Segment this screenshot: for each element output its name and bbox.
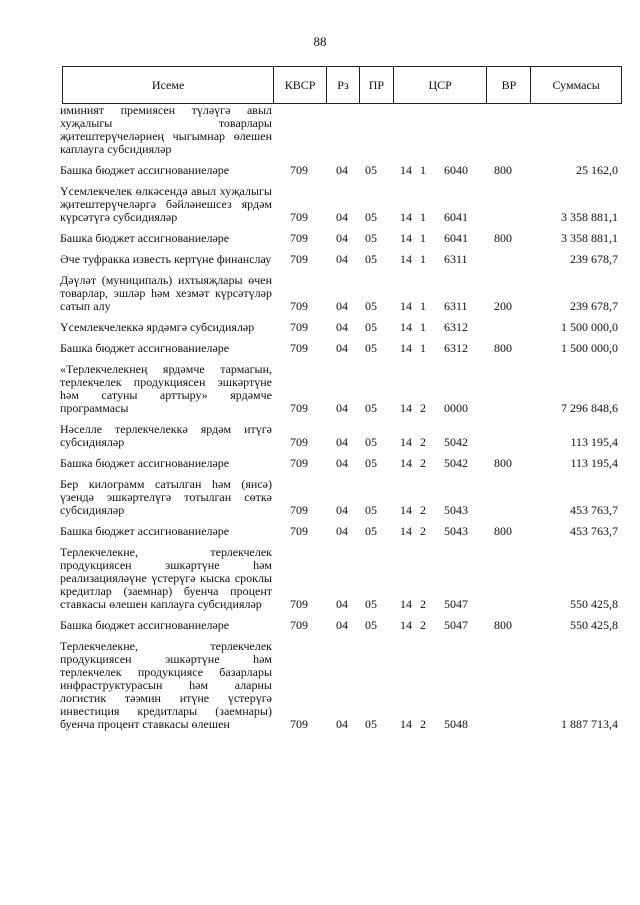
table-row (60, 640, 626, 731)
cell-csr2: 2 (420, 717, 426, 731)
cell-pr: 05 (365, 299, 377, 313)
cell-csr2: 1 (420, 231, 426, 245)
cell-rz: 04 (336, 231, 348, 245)
cell-csr2: 2 (420, 435, 426, 449)
cell-kvsr: 709 (290, 618, 308, 632)
cell-rz: 04 (336, 341, 348, 355)
cell-csr2: 1 (420, 341, 426, 355)
cell-kvsr: 709 (290, 299, 308, 313)
cell-pr: 05 (365, 163, 377, 177)
cell-rz: 04 (336, 210, 348, 224)
table-row (60, 104, 626, 156)
cell-pr: 05 (365, 320, 377, 334)
row-codes (60, 321, 626, 334)
table-row (60, 478, 626, 517)
cell-csr3: 0000 (444, 401, 468, 415)
cell-kvsr: 709 (290, 163, 308, 177)
header-kvsr: КВСР (274, 67, 327, 103)
cell-pr: 05 (365, 618, 377, 632)
row-name: Дәүләт (муниципаль) ихтыяҗлары өчен товарлар, эшләр һәм хезмәт күрсәтүләр сатып алу (60, 273, 272, 313)
cell-csr1: 14 (400, 597, 412, 611)
row-codes (60, 436, 626, 449)
cell-csr3: 6041 (444, 210, 468, 224)
cell-kvsr: 709 (290, 435, 308, 449)
row-codes (60, 253, 626, 266)
cell-csr1: 14 (400, 618, 412, 632)
row-name: Терлекчелекне, терлекчелек продукциясен эшкәртүне һәм терлекчелек продукциясе базарлары инфраструктурасын һәм аларны логистик тәэмин итүне үстерүгә инвестиция кредитлары (заемнары) буенча процент ставкасы өлешен (60, 639, 272, 731)
cell-rz: 04 (336, 163, 348, 177)
cell-sum: 3 358 881,1 (561, 210, 618, 224)
table-row (60, 363, 626, 415)
row-name: Әче туфракка известь кертүне финанслау (60, 252, 272, 266)
cell-csr3: 5047 (444, 597, 468, 611)
row-codes (60, 342, 626, 355)
row-name: Нәселле терлекчелеккә ярдәм итүгә субсидияләр (60, 422, 272, 449)
cell-csr3: 6311 (444, 252, 468, 266)
row-codes (60, 211, 626, 224)
cell-csr2: 2 (420, 597, 426, 611)
cell-rz: 04 (336, 435, 348, 449)
cell-csr1: 14 (400, 717, 412, 731)
cell-sum: 7 296 848,6 (561, 401, 618, 415)
cell-csr2: 1 (420, 163, 426, 177)
header-rz: Рз (327, 67, 360, 103)
cell-csr2: 2 (420, 618, 426, 632)
cell-sum: 453 763,7 (570, 503, 618, 517)
row-codes (60, 402, 626, 415)
cell-pr: 05 (365, 456, 377, 470)
table-row (60, 164, 626, 177)
cell-pr: 05 (365, 503, 377, 517)
cell-pr: 05 (365, 435, 377, 449)
row-name: Башка бюджет ассигнованиеләре (60, 456, 230, 470)
row-name: Бер килограмм сатылган һәм (яисә) үзендә эшкәртелүгә тотылган сөткә субсидияләр (60, 477, 272, 517)
table-row (60, 457, 626, 470)
cell-rz: 04 (336, 456, 348, 470)
cell-csr1: 14 (400, 163, 412, 177)
row-name: Башка бюджет ассигнованиеләре (60, 231, 230, 245)
cell-rz: 04 (336, 597, 348, 611)
row-codes (60, 457, 626, 470)
cell-kvsr: 709 (290, 524, 308, 538)
cell-csr1: 14 (400, 503, 412, 517)
cell-rz: 04 (336, 252, 348, 266)
table-row (60, 525, 626, 538)
cell-csr3: 6041 (444, 231, 468, 245)
row-codes (60, 164, 626, 177)
cell-csr2: 1 (420, 299, 426, 313)
page-number: 88 (313, 34, 327, 49)
cell-sum: 1 887 713,4 (561, 717, 618, 731)
cell-vr: 800 (494, 524, 512, 538)
cell-kvsr: 709 (290, 456, 308, 470)
cell-pr: 05 (365, 210, 377, 224)
cell-csr1: 14 (400, 231, 412, 245)
cell-csr3: 5043 (444, 503, 468, 517)
table-row (60, 274, 626, 313)
cell-csr2: 1 (420, 210, 426, 224)
row-name: Терлекчелекне, терлекчелек продукциясен эшкәртүне һәм реализацияләүне үстерүгә кыска сроклы кредитлар (заемнар) буенча процент ставкасы өлешен каплауга субсидияләр (60, 545, 272, 611)
cell-sum: 25 162,0 (576, 163, 618, 177)
cell-csr3: 5043 (444, 524, 468, 538)
row-codes (60, 718, 626, 731)
cell-sum: 113 195,4 (570, 435, 618, 449)
cell-pr: 05 (365, 717, 377, 731)
table-row (60, 321, 626, 334)
cell-sum: 239 678,7 (570, 252, 618, 266)
header-csr: ЦСР (394, 67, 488, 103)
cell-csr1: 14 (400, 435, 412, 449)
row-name: иминият премиясен түләүгә авыл хуҗалыгы товарлары җитештерүчеләрнең чыгымнар өлешен каплауга субсидияләр (60, 103, 272, 156)
cell-csr3: 6040 (444, 163, 468, 177)
row-name: Башка бюджет ассигнованиеләре (60, 618, 230, 632)
row-name: Үсемлекчелек өлкәсендә авыл хуҗалыгы җитештерүчеләргә бәйләнешсез ярдәм күрсәтүгә субсидияләр (60, 184, 272, 224)
cell-csr3: 6311 (444, 299, 468, 313)
cell-pr: 05 (365, 597, 377, 611)
cell-rz: 04 (336, 503, 348, 517)
table-row (60, 423, 626, 449)
row-name: Башка бюджет ассигнованиеләре (60, 341, 230, 355)
cell-kvsr: 709 (290, 503, 308, 517)
cell-csr1: 14 (400, 252, 412, 266)
cell-vr: 800 (494, 618, 512, 632)
row-codes (60, 504, 626, 517)
row-codes (60, 143, 626, 156)
cell-csr1: 14 (400, 456, 412, 470)
header-pr: ПР (360, 67, 394, 103)
cell-csr3: 5048 (444, 717, 468, 731)
cell-kvsr: 709 (290, 717, 308, 731)
cell-csr2: 1 (420, 320, 426, 334)
row-codes (60, 525, 626, 538)
cell-pr: 05 (365, 401, 377, 415)
table-row (60, 253, 626, 266)
table-row (60, 619, 626, 632)
cell-csr3: 5047 (444, 618, 468, 632)
cell-sum: 3 358 881,1 (561, 231, 618, 245)
row-codes (60, 300, 626, 313)
cell-csr3: 5042 (444, 456, 468, 470)
cell-csr1: 14 (400, 524, 412, 538)
cell-vr: 800 (494, 456, 512, 470)
cell-pr: 05 (365, 252, 377, 266)
row-name: Үсемлекчелеккә ярдәмгә субсидияләр (60, 320, 255, 334)
row-codes (60, 232, 626, 245)
cell-csr2: 2 (420, 503, 426, 517)
table-row (60, 185, 626, 224)
cell-rz: 04 (336, 717, 348, 731)
row-name: «Терлекчелекнең ярдәмче тармагын, терлекчелек продукциясен эшкәртүне һәм сатуны арттыру» ярдәмче программасы (60, 362, 272, 415)
cell-rz: 04 (336, 401, 348, 415)
cell-csr2: 2 (420, 456, 426, 470)
table-header (62, 66, 622, 104)
cell-kvsr: 709 (290, 341, 308, 355)
cell-kvsr: 709 (290, 597, 308, 611)
table-row (60, 546, 626, 611)
row-codes (60, 598, 626, 611)
cell-csr3: 6312 (444, 341, 468, 355)
cell-sum: 239 678,7 (570, 299, 618, 313)
row-codes (60, 619, 626, 632)
cell-csr3: 6312 (444, 320, 468, 334)
cell-sum: 1 500 000,0 (561, 341, 618, 355)
cell-kvsr: 709 (290, 401, 308, 415)
cell-kvsr: 709 (290, 252, 308, 266)
header-name: Исеме (63, 67, 274, 103)
cell-csr2: 1 (420, 252, 426, 266)
cell-kvsr: 709 (290, 231, 308, 245)
cell-kvsr: 709 (290, 210, 308, 224)
cell-csr1: 14 (400, 320, 412, 334)
cell-vr: 800 (494, 231, 512, 245)
cell-rz: 04 (336, 618, 348, 632)
cell-csr1: 14 (400, 401, 412, 415)
cell-vr: 800 (494, 163, 512, 177)
cell-csr1: 14 (400, 210, 412, 224)
cell-vr: 800 (494, 341, 512, 355)
row-name: Башка бюджет ассигнованиеләре (60, 163, 230, 177)
cell-csr1: 14 (400, 299, 412, 313)
cell-csr1: 14 (400, 341, 412, 355)
header-vr: ВР (487, 67, 531, 103)
cell-sum: 550 425,8 (570, 597, 618, 611)
cell-pr: 05 (365, 524, 377, 538)
cell-pr: 05 (365, 231, 377, 245)
cell-csr3: 5042 (444, 435, 468, 449)
cell-csr2: 2 (420, 401, 426, 415)
cell-rz: 04 (336, 320, 348, 334)
row-name: Башка бюджет ассигнованиеләре (60, 524, 230, 538)
cell-csr2: 2 (420, 524, 426, 538)
cell-rz: 04 (336, 299, 348, 313)
cell-sum: 453 763,7 (570, 524, 618, 538)
table-row (60, 342, 626, 355)
cell-pr: 05 (365, 341, 377, 355)
cell-sum: 113 195,4 (570, 456, 618, 470)
header-sum: Суммасы (552, 77, 600, 92)
table-row (60, 232, 626, 245)
cell-kvsr: 709 (290, 320, 308, 334)
cell-sum: 550 425,8 (570, 618, 618, 632)
cell-rz: 04 (336, 524, 348, 538)
cell-vr: 200 (494, 299, 512, 313)
table-body (60, 104, 626, 739)
cell-sum: 1 500 000,0 (561, 320, 618, 334)
